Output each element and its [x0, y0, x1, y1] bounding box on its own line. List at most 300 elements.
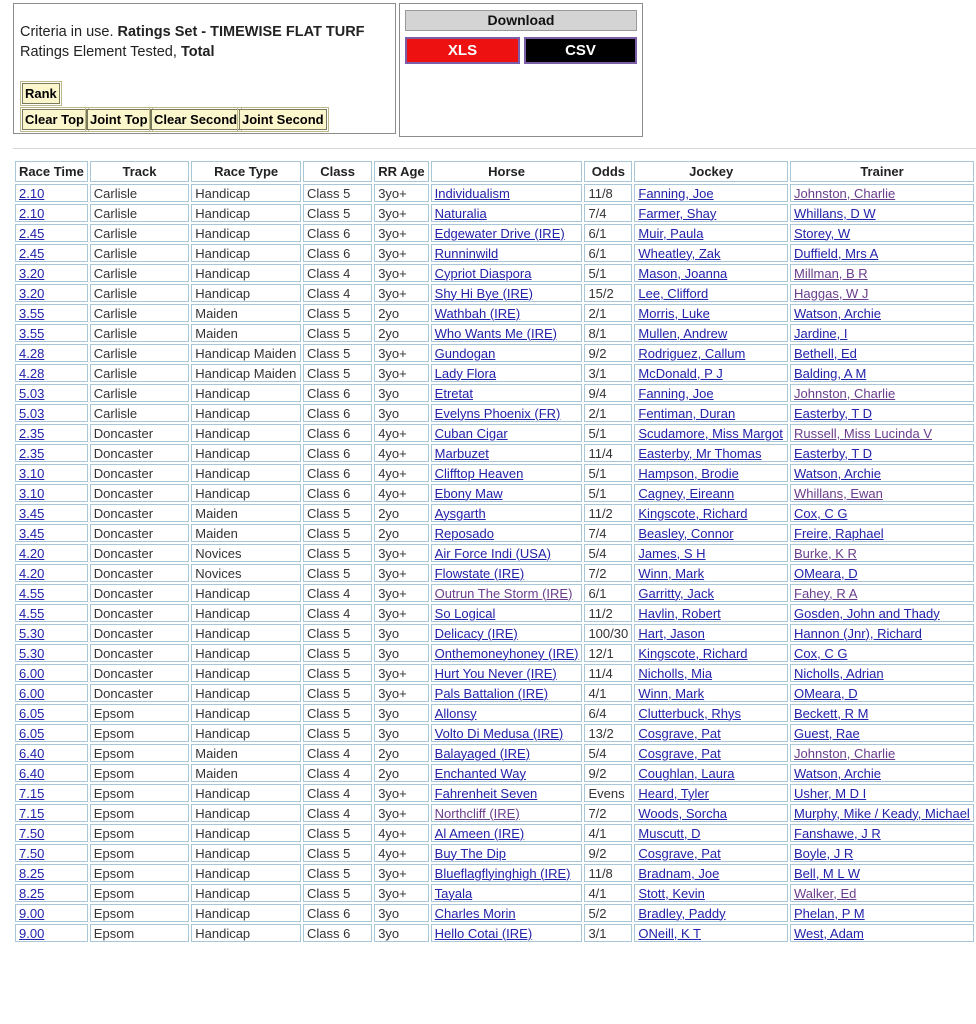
odds-cell: 13/2	[584, 724, 632, 742]
odds-cell: 11/2	[584, 604, 632, 622]
horse-link[interactable]: Volto Di Medusa (IRE)	[434, 725, 564, 741]
race-time-link[interactable]: 7.15	[19, 785, 45, 801]
horse-link[interactable]: Naturalia	[434, 205, 487, 221]
trainer-link[interactable]: Nicholls, Adrian	[794, 665, 884, 681]
jockey-link[interactable]: Bradnam, Joe	[638, 865, 720, 881]
track-cell: Doncaster	[90, 684, 189, 702]
rr-age-cell: 4yo+	[374, 424, 428, 442]
trainer-cell	[790, 924, 974, 942]
horse-cell	[431, 264, 583, 282]
table-row	[15, 204, 974, 222]
horse-link[interactable]: Aysgarth	[434, 505, 486, 521]
race-type-cell: Handicap	[191, 444, 301, 462]
jockey-link[interactable]: Winn, Mark	[638, 565, 705, 581]
rr-age-cell: 3yo	[374, 624, 428, 642]
trainer-cell	[790, 644, 974, 662]
trainer-link[interactable]: Easterby, T D	[794, 445, 873, 461]
race-type-cell: Handicap	[191, 924, 301, 942]
race-type-cell: Handicap	[191, 264, 301, 282]
jockey-link[interactable]: Garritty, Jack	[638, 585, 714, 601]
race-time-link[interactable]: 3.55	[19, 305, 45, 321]
horse-link[interactable]: Hello Cotai (IRE)	[434, 925, 533, 941]
trainer-cell	[790, 804, 974, 822]
trainer-link[interactable]: Cox, C G	[794, 505, 848, 521]
csv-download-button[interactable]: CSV	[524, 37, 637, 64]
horse-link[interactable]: Lady Flora	[434, 365, 497, 381]
trainer-link[interactable]: Watson, Archie	[794, 305, 881, 321]
race-time-cell	[15, 704, 88, 722]
trainer-link[interactable]: Boyle, J R	[794, 845, 854, 861]
horse-link[interactable]: Fahrenheit Seven	[434, 785, 538, 801]
xls-download-button[interactable]: XLS	[405, 37, 520, 64]
criteria-ratings-element	[20, 44, 215, 60]
trainer-link[interactable]: Haggas, W J	[794, 285, 869, 301]
horse-link[interactable]: Wathbah (IRE)	[434, 305, 521, 321]
horse-link[interactable]: Allonsy	[434, 705, 477, 721]
trainer-link[interactable]: Guest, Rae	[794, 725, 860, 741]
race-time-link[interactable]: 5.30	[19, 645, 45, 661]
jockey-link[interactable]: ONeill, K T	[638, 925, 701, 941]
horse-cell	[431, 604, 583, 622]
horse-cell	[431, 864, 583, 882]
rr-age-cell: 2yo	[374, 764, 428, 782]
trainer-link[interactable]: Johnston, Charlie	[794, 745, 896, 761]
trainer-link[interactable]: Murphy, Mike / Keady, Michael	[794, 805, 970, 821]
horse-link[interactable]: Enchanted Way	[434, 765, 526, 781]
race-time-link[interactable]: 6.40	[19, 765, 45, 781]
odds-cell: 5/1	[584, 264, 632, 282]
race-time-link[interactable]: 8.25	[19, 885, 45, 901]
jockey-link[interactable]: Wheatley, Zak	[638, 245, 721, 261]
odds-cell: 11/2	[584, 504, 632, 522]
track-cell: Epsom	[90, 824, 189, 842]
race-time-link[interactable]: 9.00	[19, 925, 45, 941]
jockey-link[interactable]: James, S H	[638, 545, 706, 561]
trainer-link[interactable]: Walker, Ed	[794, 885, 857, 901]
trainer-link[interactable]: Easterby, T D	[794, 405, 873, 421]
race-time-link[interactable]: 5.03	[19, 385, 45, 401]
trainer-cell	[790, 284, 974, 302]
jockey-link[interactable]: Cosgrave, Pat	[638, 725, 721, 741]
jockey-link[interactable]: Muscutt, D	[638, 825, 701, 841]
jockey-link[interactable]: Kingscote, Richard	[638, 645, 748, 661]
track-cell: Doncaster	[90, 444, 189, 462]
horse-link[interactable]: Reposado	[434, 525, 494, 541]
track-cell: Doncaster	[90, 584, 189, 602]
trainer-cell	[790, 484, 974, 502]
race-time-link[interactable]: 2.35	[19, 425, 45, 441]
jockey-link[interactable]: Fanning, Joe	[638, 185, 714, 201]
race-time-link[interactable]: 3.20	[19, 285, 45, 301]
odds-cell: 6/1	[584, 584, 632, 602]
track-cell: Carlisle	[90, 324, 189, 342]
trainer-link[interactable]: Fahey, R A	[794, 585, 858, 601]
trainer-link[interactable]: Whillans, D W	[794, 205, 876, 221]
race-type-cell: Handicap	[191, 224, 301, 242]
jockey-link[interactable]: Farmer, Shay	[638, 205, 717, 221]
race-time-cell	[15, 524, 88, 542]
jockey-cell	[634, 604, 788, 622]
horse-cell	[431, 384, 583, 402]
jockey-cell	[634, 684, 788, 702]
horse-link[interactable]: Hurt You Never (IRE)	[434, 665, 557, 681]
jockey-link[interactable]: Fanning, Joe	[638, 385, 714, 401]
class-cell: Class 4	[303, 584, 372, 602]
rr-age-cell: 3yo+	[374, 884, 428, 902]
race-time-cell	[15, 624, 88, 642]
trainer-link[interactable]: Watson, Archie	[794, 465, 881, 481]
jockey-link[interactable]: Winn, Mark	[638, 685, 705, 701]
trainer-link[interactable]: OMeara, D	[794, 565, 858, 581]
race-time-link[interactable]: 2.10	[19, 185, 45, 201]
horse-cell	[431, 884, 583, 902]
horse-link[interactable]: Etretat	[434, 385, 473, 401]
jockey-link[interactable]: Morris, Luke	[638, 305, 710, 321]
trainer-link[interactable]: Jardine, I	[794, 325, 848, 341]
rr-age-cell: 3yo+	[374, 264, 428, 282]
track-cell: Epsom	[90, 904, 189, 922]
trainer-cell	[790, 784, 974, 802]
horse-link[interactable]: Northcliff (IRE)	[434, 805, 520, 821]
trainer-link[interactable]: Usher, M D I	[794, 785, 867, 801]
trainer-cell	[790, 864, 974, 882]
rr-age-cell: 3yo+	[374, 544, 428, 562]
rr-age-cell: 3yo+	[374, 664, 428, 682]
horse-cell	[431, 804, 583, 822]
odds-cell: 11/4	[584, 664, 632, 682]
trainer-link[interactable]: Bethell, Ed	[794, 345, 857, 361]
jockey-cell	[634, 644, 788, 662]
jockey-cell	[634, 524, 788, 542]
trainer-link[interactable]: Bell, M L W	[794, 865, 860, 881]
rr-age-cell: 3yo+	[374, 604, 428, 622]
jockey-link[interactable]: Stott, Kevin	[638, 885, 705, 901]
track-cell: Carlisle	[90, 224, 189, 242]
rr-age-cell: 3yo	[374, 924, 428, 942]
jockey-link[interactable]: Cosgrave, Pat	[638, 845, 721, 861]
race-type-cell: Handicap	[191, 204, 301, 222]
race-time-cell	[15, 304, 88, 322]
trainer-link[interactable]: Whillans, Ewan	[794, 485, 883, 501]
rr-age-cell: 4yo+	[374, 464, 428, 482]
odds-cell: 6/1	[584, 224, 632, 242]
jockey-cell	[634, 304, 788, 322]
track-cell: Carlisle	[90, 364, 189, 382]
race-time-link[interactable]: 4.55	[19, 605, 45, 621]
odds-header: Odds	[584, 161, 632, 182]
race-type-cell: Handicap	[191, 864, 301, 882]
class-cell: Class 5	[303, 304, 372, 322]
race-time-link[interactable]: 4.20	[19, 545, 45, 561]
trainer-link[interactable]: Freire, Raphael	[794, 525, 884, 541]
race-time-link[interactable]: 4.28	[19, 365, 45, 381]
horse-cell	[431, 724, 583, 742]
table-row	[15, 804, 974, 822]
clear-second-button[interactable]: Clear Second	[151, 109, 240, 130]
trainer-link[interactable]: Phelan, P M	[794, 905, 865, 921]
race-time-link[interactable]: 6.00	[19, 685, 45, 701]
horse-link[interactable]: Individualism	[434, 185, 510, 201]
race-time-cell	[15, 564, 88, 582]
jockey-link[interactable]: Coughlan, Laura	[638, 765, 735, 781]
table-row	[15, 464, 974, 482]
odds-cell: 5/4	[584, 544, 632, 562]
class-cell: Class 5	[303, 844, 372, 862]
race-time-link[interactable]: 9.00	[19, 905, 45, 921]
horse-cell	[431, 504, 583, 522]
jockey-link[interactable]: Rodriguez, Callum	[638, 345, 746, 361]
jockey-link[interactable]: Hart, Jason	[638, 625, 705, 641]
jockey-link[interactable]: Lee, Clifford	[638, 285, 709, 301]
trainer-cell	[790, 464, 974, 482]
jockey-link[interactable]: Kingscote, Richard	[638, 505, 748, 521]
jockey-link[interactable]: Cagney, Eireann	[638, 485, 735, 501]
class-cell: Class 5	[303, 824, 372, 842]
race-time-cell	[15, 644, 88, 662]
table-row	[15, 424, 974, 442]
odds-cell: Evens	[584, 784, 632, 802]
race-time-cell	[15, 724, 88, 742]
race-time-link[interactable]: 4.20	[19, 565, 45, 581]
horse-link[interactable]: Buy The Dip	[434, 845, 506, 861]
trainer-link[interactable]: Duffield, Mrs A	[794, 245, 879, 261]
class-header: Class	[303, 161, 372, 182]
jockey-link[interactable]: Bradley, Paddy	[638, 905, 726, 921]
track-cell: Carlisle	[90, 244, 189, 262]
rr-age-cell: 3yo+	[374, 804, 428, 822]
race-time-link[interactable]: 6.00	[19, 665, 45, 681]
class-cell: Class 4	[303, 764, 372, 782]
jockey-cell	[634, 484, 788, 502]
table-row	[15, 604, 974, 622]
horse-cell	[431, 184, 583, 202]
jockey-link[interactable]: Muir, Paula	[638, 225, 704, 241]
joint-top-button[interactable]: Joint Top	[87, 109, 151, 130]
trainer-link[interactable]: Beckett, R M	[794, 705, 869, 721]
horse-link[interactable]: Edgewater Drive (IRE)	[434, 225, 565, 241]
horse-link[interactable]: So Logical	[434, 605, 496, 621]
rank-button[interactable]: Rank	[22, 83, 60, 104]
race-time-link[interactable]: 5.30	[19, 625, 45, 641]
jockey-link[interactable]: Woods, Sorcha	[638, 805, 728, 821]
race-type-cell: Maiden	[191, 324, 301, 342]
race-time-link[interactable]: 2.10	[19, 205, 45, 221]
jockey-cell	[634, 224, 788, 242]
jockey-link[interactable]: Beasley, Connor	[638, 525, 734, 541]
race-time-link[interactable]: 7.50	[19, 845, 45, 861]
jockey-cell	[634, 444, 788, 462]
criteria-prefix: Criteria in use.	[20, 24, 118, 40]
odds-cell: 11/8	[584, 864, 632, 882]
class-cell: Class 5	[303, 864, 372, 882]
trainer-link[interactable]: Johnston, Charlie	[794, 185, 896, 201]
odds-cell: 3/1	[584, 364, 632, 382]
trainer-link[interactable]: West, Adam	[794, 925, 864, 941]
table-row	[15, 724, 974, 742]
table-row	[15, 404, 974, 422]
race-time-link[interactable]: 6.40	[19, 745, 45, 761]
jockey-link[interactable]: Nicholls, Mia	[638, 665, 713, 681]
race-time-link[interactable]: 2.35	[19, 445, 45, 461]
table-row	[15, 904, 974, 922]
rr-age-cell: 3yo	[374, 704, 428, 722]
results-table	[13, 159, 976, 944]
odds-cell: 100/30	[584, 624, 632, 642]
race-time-cell	[15, 324, 88, 342]
race-type-cell: Handicap	[191, 884, 301, 902]
class-cell: Class 5	[303, 884, 372, 902]
horse-link[interactable]: Gundogan	[434, 345, 496, 361]
class-cell: Class 6	[303, 424, 372, 442]
race-time-link[interactable]: 7.50	[19, 825, 45, 841]
jockey-cell	[634, 344, 788, 362]
horse-link[interactable]: Flowstate (IRE)	[434, 565, 525, 581]
joint-second-button[interactable]: Joint Second	[239, 109, 327, 130]
race-time-cell	[15, 224, 88, 242]
horse-cell	[431, 304, 583, 322]
horse-link[interactable]: Evelyns Phoenix (FR)	[434, 405, 561, 421]
trainer-cell	[790, 324, 974, 342]
horse-link[interactable]: Onthemoneyhoney (IRE)	[434, 645, 579, 661]
track-header: Track	[90, 161, 189, 182]
trainer-cell	[790, 824, 974, 842]
horse-link[interactable]: Tayala	[434, 885, 473, 901]
horse-link[interactable]: Balayaged (IRE)	[434, 745, 531, 761]
horse-link[interactable]: Shy Hi Bye (IRE)	[434, 285, 533, 301]
table-row	[15, 744, 974, 762]
track-cell: Carlisle	[90, 404, 189, 422]
jockey-link[interactable]: Heard, Tyler	[638, 785, 709, 801]
jockey-cell	[634, 664, 788, 682]
trainer-link[interactable]: Burke, K R	[794, 545, 857, 561]
horse-link[interactable]: Cypriot Diaspora	[434, 265, 532, 281]
trainer-cell	[790, 544, 974, 562]
jockey-cell	[634, 724, 788, 742]
horse-cell	[431, 224, 583, 242]
race-type-cell: Handicap	[191, 584, 301, 602]
odds-cell: 5/1	[584, 424, 632, 442]
rr-age-cell: 3yo+	[374, 864, 428, 882]
horse-cell	[431, 644, 583, 662]
race-time-link[interactable]: 3.45	[19, 525, 45, 541]
horse-link[interactable]: Blueflagflyinghigh (IRE)	[434, 865, 571, 881]
trainer-link[interactable]: Cox, C G	[794, 645, 848, 661]
race-time-link[interactable]: 7.15	[19, 805, 45, 821]
race-time-link[interactable]: 3.10	[19, 485, 45, 501]
jockey-link[interactable]: McDonald, P J	[638, 365, 723, 381]
horse-link[interactable]: Cuban Cigar	[434, 425, 508, 441]
jockey-link[interactable]: Scudamore, Miss Margot	[638, 425, 783, 441]
horse-link[interactable]: Marbuzet	[434, 445, 489, 461]
jockey-link[interactable]: Mullen, Andrew	[638, 325, 728, 341]
trainer-link[interactable]: Fanshawe, J R	[794, 825, 881, 841]
odds-cell: 3/1	[584, 924, 632, 942]
trainer-link[interactable]: Johnston, Charlie	[794, 385, 896, 401]
horse-link[interactable]: Who Wants Me (IRE)	[434, 325, 557, 341]
horse-link[interactable]: Ebony Maw	[434, 485, 503, 501]
race-time-link[interactable]: 2.45	[19, 225, 45, 241]
race-type-cell: Handicap	[191, 824, 301, 842]
race-time-link[interactable]: 3.20	[19, 265, 45, 281]
trainer-link[interactable]: Russell, Miss Lucinda V	[794, 425, 933, 441]
track-cell: Carlisle	[90, 264, 189, 282]
race-time-link[interactable]: 4.55	[19, 585, 45, 601]
race-time-link[interactable]: 2.45	[19, 245, 45, 261]
track-cell: Doncaster	[90, 504, 189, 522]
race-time-cell	[15, 484, 88, 502]
horse-link[interactable]: Delicacy (IRE)	[434, 625, 518, 641]
odds-cell: 5/2	[584, 904, 632, 922]
race-time-link[interactable]: 3.45	[19, 505, 45, 521]
class-cell: Class 6	[303, 384, 372, 402]
jockey-link[interactable]: Havlin, Robert	[638, 605, 721, 621]
trainer-link[interactable]: OMeara, D	[794, 685, 858, 701]
class-cell: Class 5	[303, 324, 372, 342]
trainer-link[interactable]: Hannon (Jnr), Richard	[794, 625, 922, 641]
jockey-cell	[634, 284, 788, 302]
rr-age-cell: 3yo+	[374, 284, 428, 302]
jockey-link[interactable]: Clutterbuck, Rhys	[638, 705, 741, 721]
trainer-link[interactable]: Gosden, John and Thady	[794, 605, 940, 621]
horse-link[interactable]: Runninwild	[434, 245, 499, 261]
track-cell: Doncaster	[90, 624, 189, 642]
race-time-link[interactable]: 3.10	[19, 465, 45, 481]
rr-age-cell: 4yo+	[374, 444, 428, 462]
race-time-link[interactable]: 6.05	[19, 725, 45, 741]
jockey-cell	[634, 584, 788, 602]
jockey-link[interactable]: Cosgrave, Pat	[638, 745, 721, 761]
race-time-link[interactable]: 8.25	[19, 865, 45, 881]
race-time-link[interactable]: 3.55	[19, 325, 45, 341]
rr-age-cell: 3yo+	[374, 784, 428, 802]
race-time-link[interactable]: 4.28	[19, 345, 45, 361]
table-row	[15, 244, 974, 262]
jockey-link[interactable]: Fentiman, Duran	[638, 405, 736, 421]
race-time-cell	[15, 544, 88, 562]
horse-link[interactable]: Outrun The Storm (IRE)	[434, 585, 573, 601]
jockey-cell	[634, 904, 788, 922]
trainer-link[interactable]: Millman, B R	[794, 265, 868, 281]
jockey-link[interactable]: Mason, Joanna	[638, 265, 728, 281]
horse-link[interactable]: Al Ameen (IRE)	[434, 825, 525, 841]
horse-link[interactable]: Pals Battalion (IRE)	[434, 685, 549, 701]
horse-link[interactable]: Clifftop Heaven	[434, 465, 524, 481]
trainer-link[interactable]: Watson, Archie	[794, 765, 881, 781]
odds-cell: 5/1	[584, 484, 632, 502]
horse-cell	[431, 544, 583, 562]
trainer-link[interactable]: Balding, A M	[794, 365, 867, 381]
jockey-link[interactable]: Hampson, Brodie	[638, 465, 739, 481]
track-cell: Epsom	[90, 784, 189, 802]
clear-top-button[interactable]: Clear Top	[22, 109, 87, 130]
table-row	[15, 684, 974, 702]
trainer-link[interactable]: Storey, W	[794, 225, 851, 241]
track-cell: Carlisle	[90, 184, 189, 202]
table-row	[15, 364, 974, 382]
race-time-link[interactable]: 5.03	[19, 405, 45, 421]
class-cell: Class 6	[303, 404, 372, 422]
table-row	[15, 224, 974, 242]
horse-link[interactable]: Charles Morin	[434, 905, 516, 921]
table-row	[15, 664, 974, 682]
race-time-link[interactable]: 6.05	[19, 705, 45, 721]
jockey-link[interactable]: Easterby, Mr Thomas	[638, 445, 762, 461]
horse-cell	[431, 584, 583, 602]
horse-link[interactable]: Air Force Indi (USA)	[434, 545, 551, 561]
ratings-element-value: Total	[180, 44, 215, 60]
odds-cell: 7/2	[584, 804, 632, 822]
table-row	[15, 484, 974, 502]
